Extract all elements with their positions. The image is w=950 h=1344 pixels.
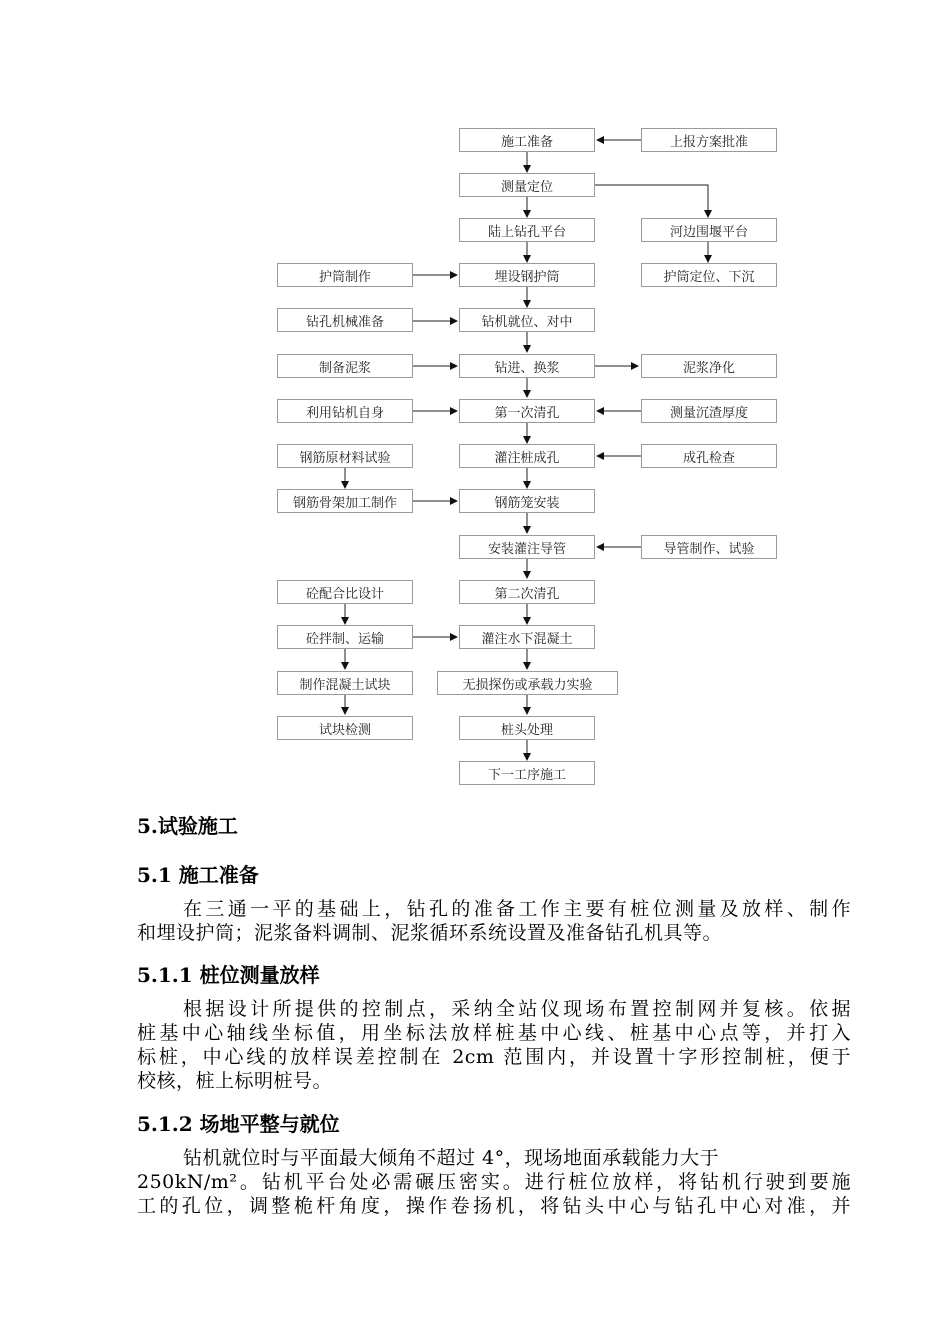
flow-left-mix-design: 砼配合比设计 [277,580,413,604]
section-heading-5-1-1: 5.1.1 桩位测量放样 [137,963,320,987]
paragraph-line: 在三通一平的基础上，钻孔的准备工作主要有桩位测量及放样、制作 [183,898,851,920]
flow-left-rig-prep: 钻孔机械准备 [277,308,413,332]
flow-left-casing-make: 护筒制作 [277,263,413,287]
flow-step-next-process: 下一工序施工 [459,761,595,785]
section-heading-5-1: 5.1 施工准备 [137,863,259,887]
flow-left-mud-prep: 制备泥浆 [277,354,413,378]
flow-step-first-clean: 第一次清孔 [459,399,595,423]
flow-step-ndt-test: 无损探伤或承载力实验 [437,671,618,695]
flow-step-cage-install: 钢筋笼安装 [459,489,595,513]
flow-step-prep: 施工准备 [459,128,595,152]
flow-step-rig-position: 钻机就位、对中 [459,308,595,332]
paragraph-line: 工的孔位，调整桅杆角度，操作卷扬机，将钻头中心与钻孔中心对准，并 [137,1195,851,1217]
paragraph-line: 校核，桩上标明桩号。 [137,1070,333,1092]
flow-step-pour-concrete: 灌注水下混凝土 [459,625,595,649]
flow-right-hole-check: 成孔检查 [641,444,777,468]
flow-left-rebar-test: 钢筋原材料试验 [277,444,413,468]
paragraph-5-1-2 [137,1146,851,1218]
paragraph-line: 标桩，中心线的放样误差控制在 2cm 范围内，并设置十字形控制桩，便于 [137,1046,851,1068]
flow-left-test-block: 制作混凝土试块 [277,671,413,695]
flow-left-cage-fab: 钢筋骨架加工制作 [277,489,413,513]
flow-right-mud-purify: 泥浆净化 [641,354,777,378]
flow-right-sediment: 测量沉渣厚度 [641,399,777,423]
flow-left-rig-self: 利用钻机自身 [277,399,413,423]
flow-right-approval: 上报方案批准 [641,128,777,152]
flow-step-pile-head: 桩头处理 [459,716,595,740]
section-heading-5: 5.试验施工 [137,814,238,838]
flow-step-drilling: 钻进、换浆 [459,354,595,378]
flow-right-casing-sink: 护筒定位、下沉 [641,263,777,287]
paragraph-line: 和埋设护筒；泥浆备料调制、泥浆循环系统设置及准备钻孔机具等。 [137,922,723,944]
section-heading-5-1-2: 5.1.2 场地平整与就位 [137,1112,340,1136]
paragraph-line: 根据设计所提供的控制点，采纳全站仪现场布置控制网并复核。依据 [183,998,851,1020]
flow-right-tremie-make: 导管制作、试验 [641,535,777,559]
flow-right-cofferdam: 河边围堰平台 [641,218,777,242]
paragraph-line: 钻机就位时与平面最大倾角不超过 4°，现场地面承载能力大于 [183,1147,720,1169]
flow-step-survey: 测量定位 [459,173,595,197]
flow-left-block-inspect: 试块检测 [277,716,413,740]
flow-step-land-platform: 陆上钻孔平台 [459,218,595,242]
flow-left-mix-transport: 砼拌制、运输 [277,625,413,649]
flow-step-second-clean: 第二次清孔 [459,580,595,604]
paragraph-line: 250kN/m²。钻机平台处必需碾压密实。进行桩位放样，将钻机行驶到要施 [137,1171,851,1193]
paragraph-line: 桩基中心轴线坐标值，用坐标法放样桩基中心线、桩基中心点等，并打入 [137,1022,851,1044]
flow-step-casing: 埋设钢护筒 [459,263,595,287]
paragraph-5-1 [137,897,851,945]
flow-step-tremie-install: 安装灌注导管 [459,535,595,559]
paragraph-5-1-1 [137,997,851,1093]
flow-step-hole-formed: 灌注桩成孔 [459,444,595,468]
